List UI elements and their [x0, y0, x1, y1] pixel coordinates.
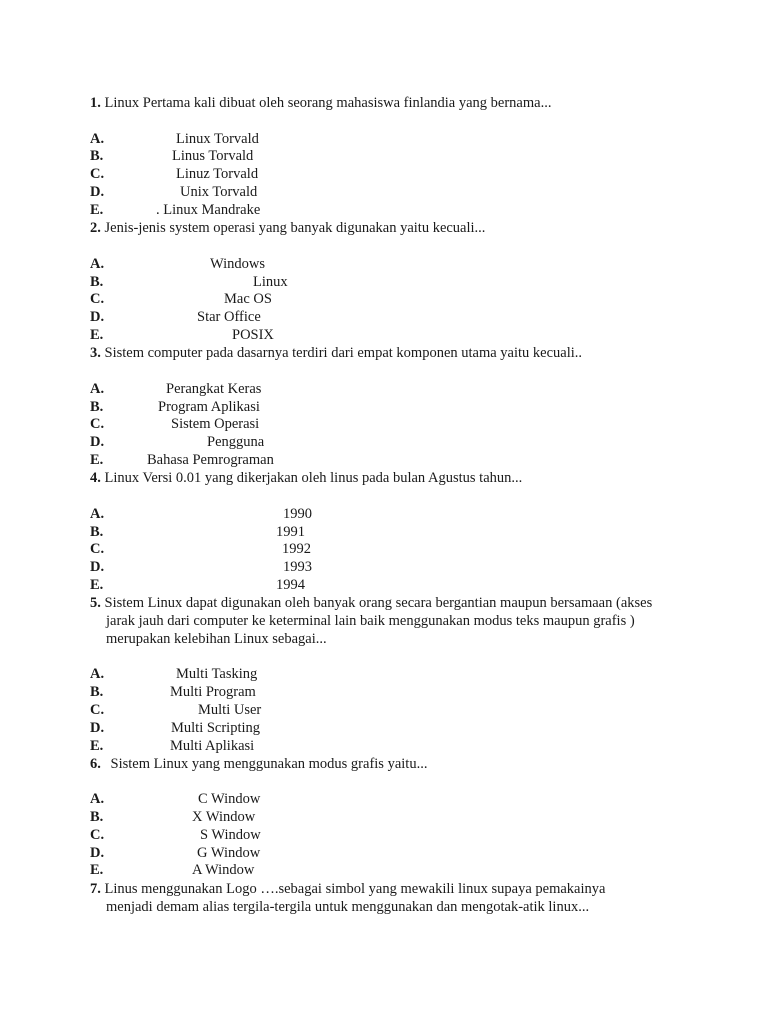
question-text: Jenis-jenis system operasi yang banyak digunakan yaitu kecuali... [104, 220, 486, 236]
option-text: G Window [197, 845, 261, 861]
option-letter: E. [90, 327, 104, 343]
option-letter: B. [90, 524, 104, 540]
question-4 [90, 469, 522, 487]
option-text: . Linux Mandrake [156, 202, 261, 218]
question-6 [90, 755, 427, 773]
question-text: Sistem computer pada dasarnya terdiri dari empat komponen utama yaitu kecuali.. [104, 345, 583, 361]
option-text: Multi User [198, 702, 262, 718]
option-text: Program Aplikasi [158, 399, 260, 415]
option-letter: A. [90, 381, 105, 397]
question-number: 7. [90, 881, 101, 897]
option-letter: B. [90, 399, 104, 415]
option-text: Mac OS [224, 291, 272, 307]
option-text: Multi Program [170, 684, 256, 700]
option-letter: C. [90, 702, 105, 718]
option-letter: D. [90, 559, 105, 575]
option-text: Bahasa Pemrograman [147, 452, 274, 468]
question-number: 6. [90, 756, 101, 772]
option-letter: C. [90, 416, 105, 432]
option-text: Multi Scripting [171, 720, 261, 736]
question-1 [90, 94, 551, 112]
question-text-line: jarak jauh dari computer ke keterminal lain baik menggunakan modus teks maupun grafis ) [106, 613, 635, 629]
option-letter: E. [90, 202, 104, 218]
option-text: S Window [200, 827, 261, 843]
option-letter: C. [90, 291, 105, 307]
option-letter: C. [90, 166, 105, 182]
question-text: Linus menggunakan Logo ….sebagai simbol yang mewakili linux supaya pemakainya [104, 881, 606, 897]
option-text: 1991 [276, 524, 305, 540]
option-letter: D. [90, 845, 105, 861]
option-letter: D. [90, 434, 105, 450]
option-text: Linus Torvald [172, 148, 254, 164]
question-number: 1. [90, 95, 101, 111]
option-text: Linux [253, 274, 288, 290]
question-number: 2. [90, 220, 101, 236]
option-letter: D. [90, 309, 105, 325]
option-letter: B. [90, 684, 104, 700]
option-letter: B. [90, 274, 104, 290]
question-text: Linux Versi 0.01 yang dikerjakan oleh linus pada bulan Agustus tahun... [104, 470, 523, 486]
option-text: Multi Tasking [176, 666, 258, 682]
option-text: C Window [198, 791, 261, 807]
question-number: 4. [90, 470, 101, 486]
option-text: Star Office [197, 309, 261, 325]
option-letter: D. [90, 720, 105, 736]
option-text: A Window [192, 862, 255, 878]
option-text: 1990 [283, 506, 312, 522]
option-letter: E. [90, 862, 104, 878]
option-text: Sistem Operasi [171, 416, 260, 432]
option-text: 1993 [283, 559, 312, 575]
option-text: 1992 [282, 541, 311, 557]
option-text: Linux Torvald [176, 131, 259, 147]
question-7 [90, 880, 605, 898]
question-3 [90, 344, 582, 362]
option-letter: C. [90, 541, 105, 557]
question-text-line: menjadi demam alias tergila-tergila untuk menggunakan dan mengotak-atik linux... [106, 899, 590, 915]
question-text: Linux Pertama kali dibuat oleh seorang mahasiswa finlandia yang bernama... [104, 95, 552, 111]
option-letter: A. [90, 131, 105, 147]
option-letter: A. [90, 666, 105, 682]
option-text: X Window [192, 809, 256, 825]
question-text: Sistem Linux yang menggunakan modus grafis yaitu... [110, 756, 428, 772]
option-letter: E. [90, 452, 104, 468]
option-letter: E. [90, 577, 104, 593]
option-text: 1994 [276, 577, 305, 593]
option-letter: A. [90, 791, 105, 807]
question-5 [90, 594, 652, 612]
question-number: 5. [90, 595, 101, 611]
option-letter: B. [90, 148, 104, 164]
option-letter: D. [90, 184, 105, 200]
question-text-line: merupakan kelebihan Linux sebagai... [106, 631, 327, 647]
option-text: Perangkat Keras [166, 381, 262, 397]
option-letter: C. [90, 827, 105, 843]
option-text: POSIX [232, 327, 274, 343]
option-text: Windows [210, 256, 265, 272]
question-2 [90, 219, 485, 237]
question-number: 3. [90, 345, 101, 361]
option-text: Pengguna [207, 434, 265, 450]
option-text: Unix Torvald [180, 184, 258, 200]
option-letter: E. [90, 738, 104, 754]
option-letter: A. [90, 506, 105, 522]
option-text: Multi Aplikasi [170, 738, 255, 754]
option-letter: B. [90, 809, 104, 825]
option-text: Linuz Torvald [176, 166, 259, 182]
question-text: Sistem Linux dapat digunakan oleh banyak orang secara bergantian maupun bersamaan (akses [104, 595, 653, 611]
option-letter: A. [90, 256, 105, 272]
